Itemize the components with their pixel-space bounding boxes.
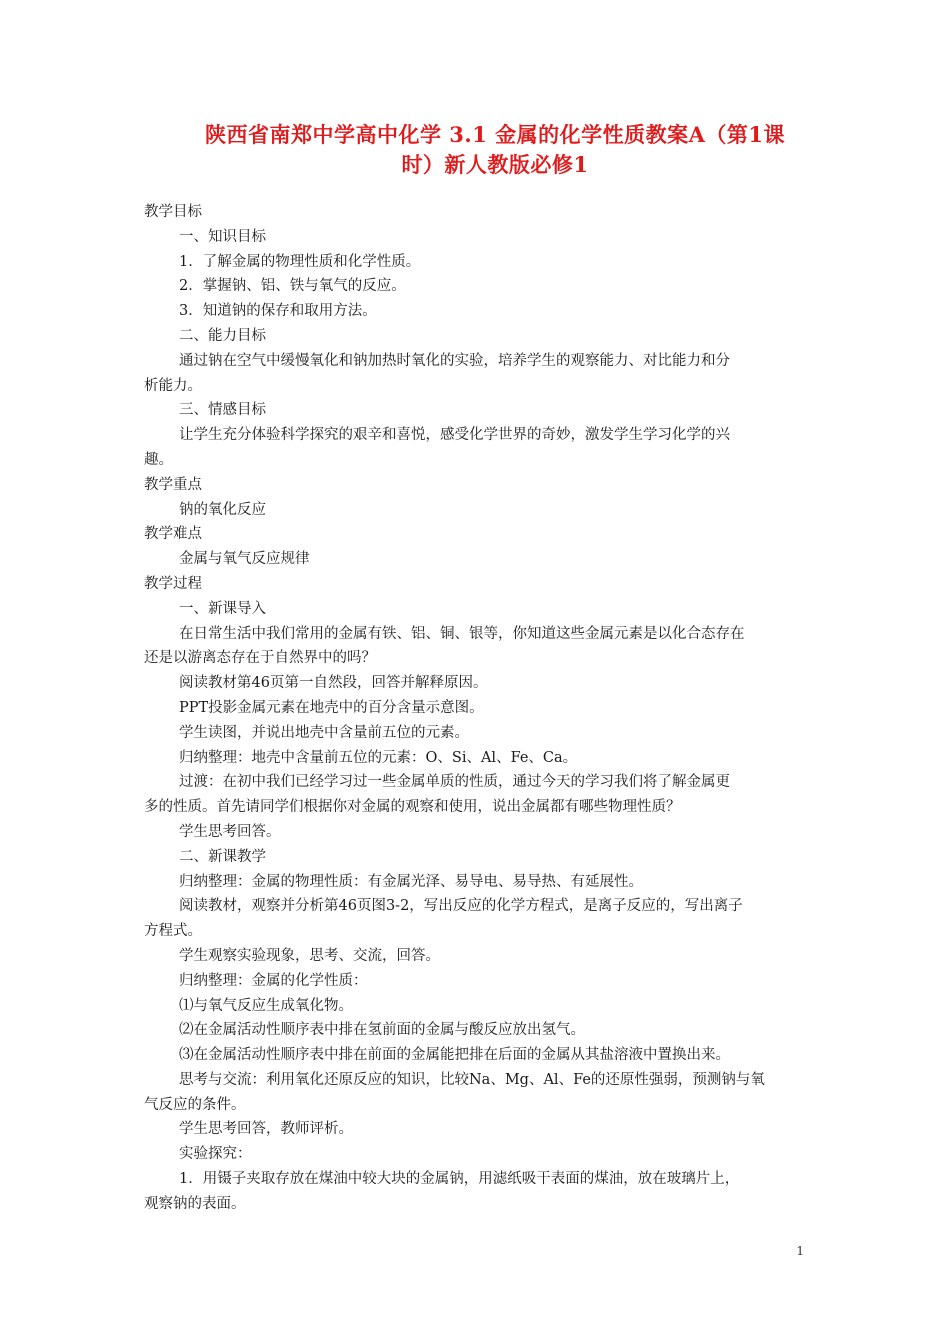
text-line: 1．用镊子夹取存放在煤油中较大块的金属钠，用滤纸吸干表面的煤油，放在玻璃片上， — [179, 1171, 740, 1188]
text-line: 二、新课教学 — [179, 848, 266, 865]
text-line: 教学难点 — [144, 526, 202, 543]
text-line: 多的性质。首先请同学们根据你对金属的观察和使用，说出金属都有哪些物理性质？ — [144, 799, 681, 816]
text-line: 观察钠的表面。 — [144, 1195, 246, 1212]
text-line: 过渡：在初中我们已经学习过一些金属单质的性质，通过今天的学习我们将了解金属更 — [179, 774, 730, 791]
text-line: 教学目标 — [144, 204, 202, 220]
text-line: 学生思考回答。 — [179, 823, 281, 840]
page-number: 1 — [796, 1244, 804, 1258]
text-line: 通过钠在空气中缓慢氧化和钠加热时氧化的实验，培养学生的观察能力、对比能力和分 — [179, 352, 730, 369]
text-line: 方程式。 — [144, 923, 202, 940]
text-line: 二、能力目标 — [179, 327, 266, 344]
text-line: ⑶在金属活动性顺序表中排在前面的金属能把排在后面的金属从其盐溶液中置换出来。 — [179, 1047, 730, 1064]
text-line: 1．了解金属的物理性质和化学性质。 — [179, 253, 421, 270]
text-line: 钠的氧化反应 — [179, 501, 266, 518]
text-line: 实验探究： — [179, 1146, 252, 1163]
text-line: 归纳整理：金属的物理性质：有金属光泽、易导电、易导热、有延展性。 — [179, 873, 643, 890]
text-line: 一、知识目标 — [179, 228, 266, 245]
text-line: 学生思考回答，教师评析。 — [179, 1121, 353, 1138]
text-line: 2．掌握钠、铝、铁与氧气的反应。 — [179, 278, 406, 295]
text-line: 趣。 — [144, 451, 173, 468]
text-line: 一、新课导入 — [179, 600, 266, 617]
text-line: 学生读图，并说出地壳中含量前五位的元素。 — [179, 724, 469, 741]
text-line: 教学过程 — [144, 575, 202, 592]
title-line-1: 陕西省南郑中学高中化学 3.1 金属的化学性质教案A（第1课 — [204, 122, 786, 147]
text-line: 还是以游离态存在于自然界中的吗？ — [144, 650, 376, 667]
document-title — [140, 120, 850, 180]
title-line-2: 时）新人教版必修1 — [401, 152, 589, 177]
text-line: 在日常生活中我们常用的金属有铁、铝、铜、银等，你知道这些金属元素是以化合态存在 — [179, 625, 745, 642]
text-line: 三、情感目标 — [179, 402, 266, 419]
text-line: ⑴与氧气反应生成氧化物。 — [179, 997, 353, 1014]
text-line: 归纳整理：地壳中含量前五位的元素：O、Si、Al、Fe、Ca。 — [179, 749, 578, 766]
text-line: 金属与氧气反应规律 — [179, 551, 310, 568]
text-line: 阅读教材第46页第一自然段，回答并解释原因。 — [179, 675, 488, 692]
text-line: 教学重点 — [144, 476, 202, 493]
text-line: 气反应的条件。 — [144, 1096, 246, 1113]
text-line: 让学生充分体验科学探究的艰辛和喜悦，感受化学世界的奇妙，激发学生学习化学的兴 — [179, 427, 730, 444]
text-line: 3．知道钠的保存和取用方法。 — [179, 303, 377, 320]
document-body — [144, 200, 812, 1217]
text-line: 思考与交流：利用氧化还原反应的知识，比较Na、Mg、Al、Fe的还原性强弱，预测钠与氧 — [179, 1071, 765, 1088]
text-line: PPT投影金属元素在地壳中的百分含量示意图。 — [179, 699, 484, 716]
text-line: ⑵在金属活动性顺序表中排在氢前面的金属与酸反应放出氢气。 — [179, 1022, 585, 1039]
text-line: 阅读教材，观察并分析第46页图3-2，写出反应的化学方程式，是离子反应的，写出离子 — [179, 898, 743, 915]
text-line: 析能力。 — [144, 377, 202, 394]
text-line: 归纳整理：金属的化学性质： — [179, 972, 368, 989]
text-line: 学生观察实验现象，思考、交流，回答。 — [179, 947, 440, 964]
